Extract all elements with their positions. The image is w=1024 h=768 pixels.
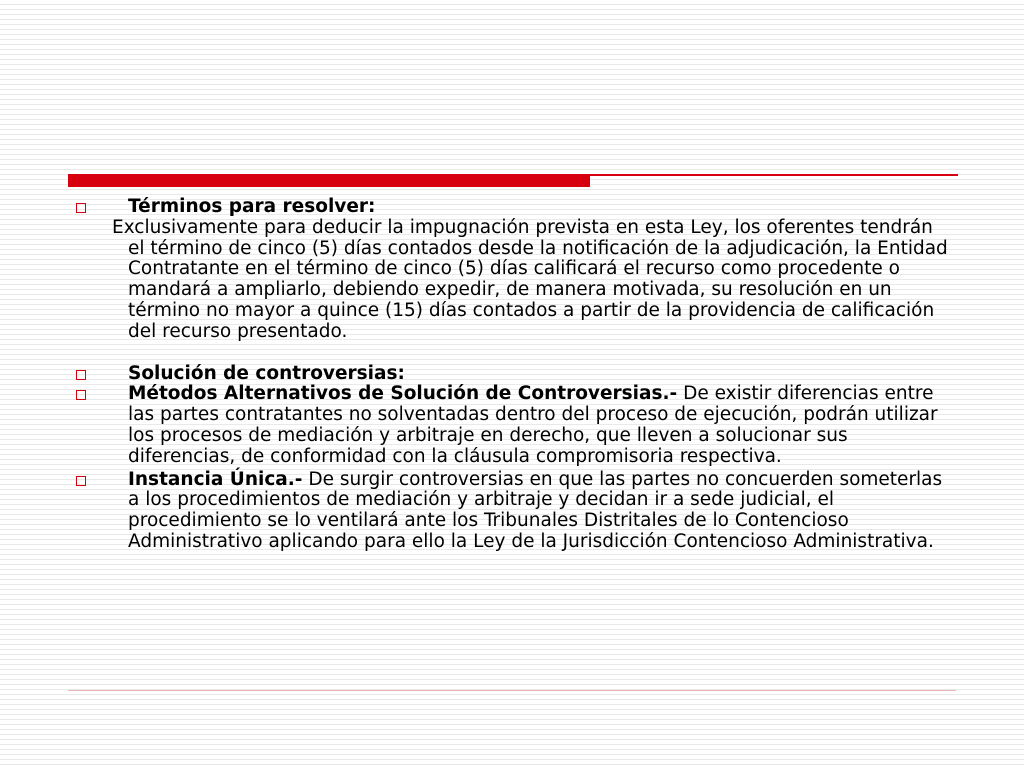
slide-body	[72, 197, 952, 553]
square-bullet-icon	[76, 390, 86, 400]
bullet-instancia	[72, 470, 952, 553]
terminos-paragraph: Exclusivamente para deducir la impugnación prevista en esta Ley, los oferentes tendrán el término de cinco (5) días contados desde la notificación de la adjudicación, la Entidad Contratante en el término de cinco (5) días calificará el recurso como procedente o mandará a ampliarlo, debiendo expedir, de manera motivada, su resolución en un término no mayor a quince (15) días contados a partir de la providencia de calificación del recurso presentado.	[112, 216, 948, 342]
footer-divider	[68, 690, 956, 691]
square-bullet-icon	[76, 203, 86, 213]
title-accent-line	[590, 174, 958, 176]
bullet-terminos	[72, 197, 952, 218]
bullet-metodos	[72, 384, 952, 467]
solucion-heading: Solución de controversias:	[128, 362, 405, 384]
square-bullet-icon	[76, 476, 86, 486]
terminos-heading: Términos para resolver:	[128, 196, 376, 217]
instancia-heading: Instancia Única.-	[128, 468, 303, 490]
title-accent-bar	[68, 174, 590, 187]
instancia-text: De surgir controversias en que las partes no concuerden someterlas a los procedimientos de mediación y arbitraje y decidan ir a sede judicial, el procedimiento se lo ventilará ante los Tribunales Distritales de lo Contencioso Administrativo aplicando para ello la Ley de la Jurisdicción Contencioso Administrativa.	[128, 468, 943, 552]
metodos-text: De existir diferencias entre las partes contratantes no solventadas dentro del proceso de ejecución, podrán utilizar los procesos de mediación y arbitraje en derecho, que lleven a solucionar sus diferencias, de conformidad con la cláusula compromisoria respectiva.	[128, 383, 938, 467]
bullet-solucion	[72, 364, 952, 385]
metodos-heading: Métodos Alternativos de Solución de Controversias.-	[128, 383, 678, 405]
square-bullet-icon	[76, 370, 86, 380]
